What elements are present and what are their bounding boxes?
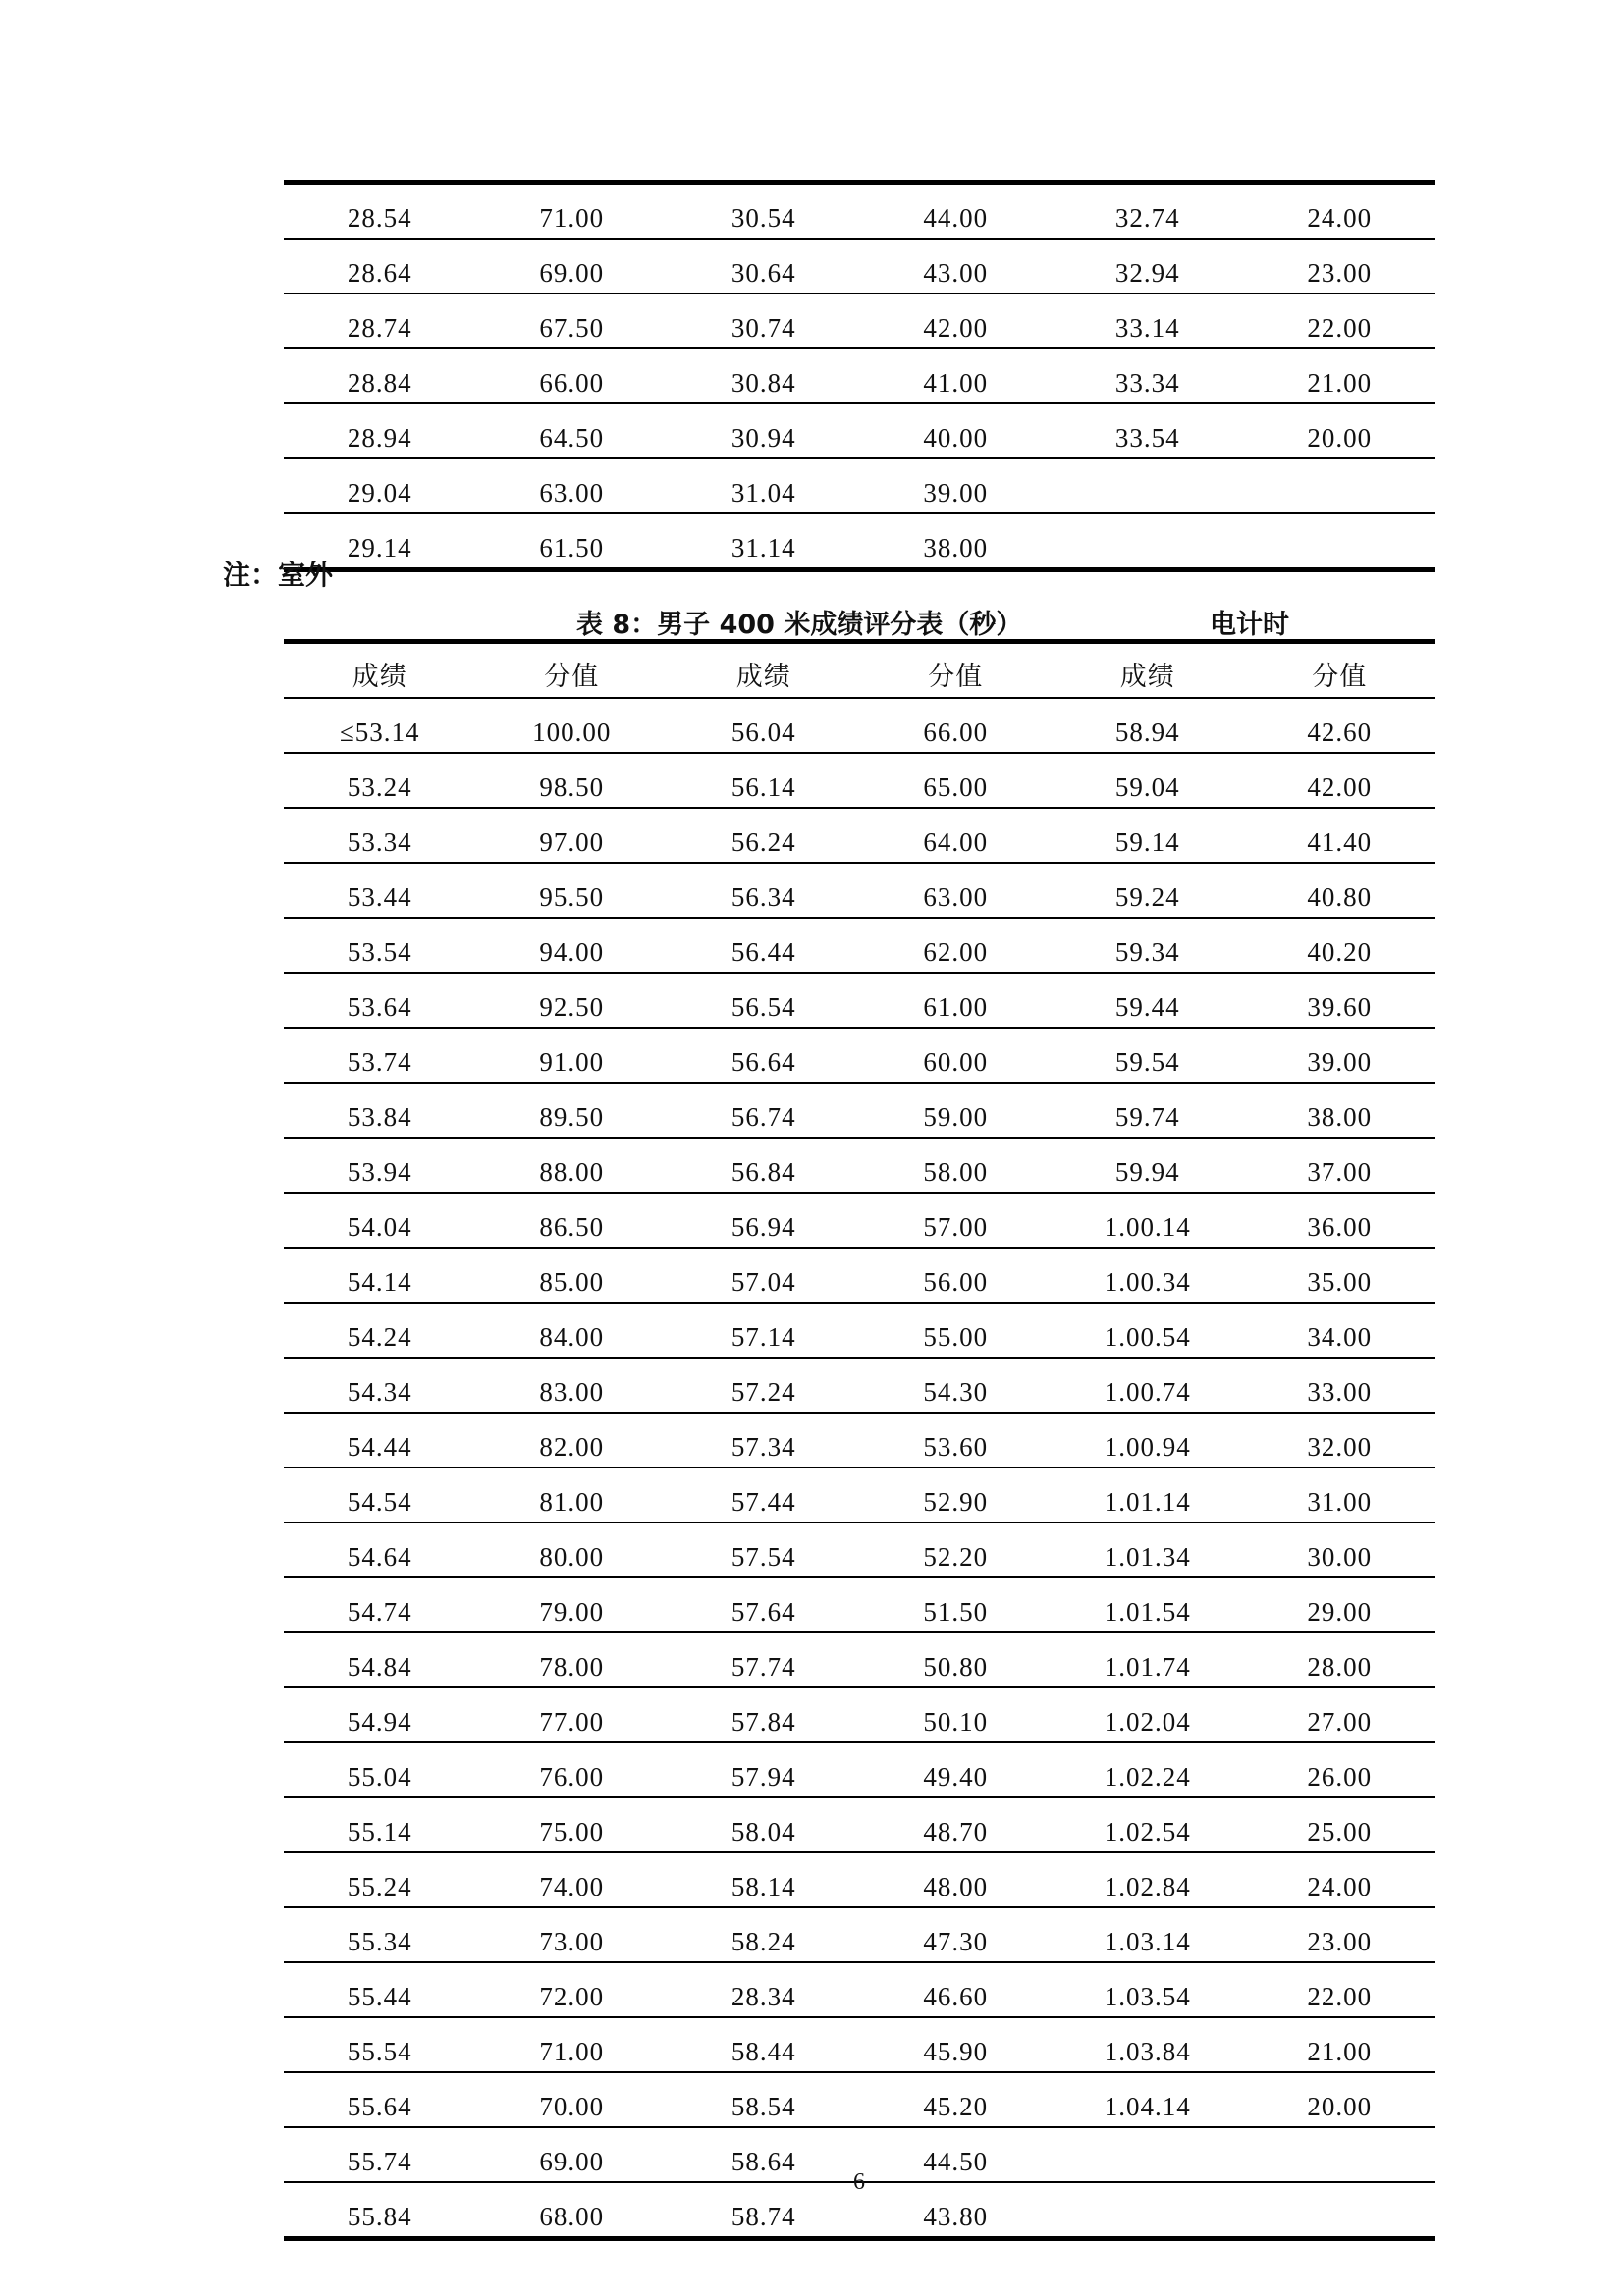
score-time-cell: [1052, 458, 1244, 513]
table-8-title: 表 8：男子 400 米成绩评分表（秒）: [576, 610, 1023, 640]
points-cell: 26.00: [1244, 1742, 1436, 1797]
table-row: [284, 918, 1435, 973]
points-cell: 64.00: [860, 808, 1053, 863]
points-cell: 63.00: [476, 458, 669, 513]
points-cell: 21.00: [1244, 2017, 1436, 2072]
score-time-cell: 54.34: [284, 1358, 476, 1413]
points-cell: 78.00: [476, 1632, 669, 1687]
points-cell: 分值: [476, 642, 669, 699]
points-cell: 75.00: [476, 1797, 669, 1852]
score-time-cell: 30.64: [668, 239, 860, 294]
points-cell: 54.30: [860, 1358, 1053, 1413]
score-time-cell: 58.94: [1052, 698, 1244, 753]
points-cell: 56.00: [860, 1248, 1053, 1303]
score-time-cell: 55.44: [284, 1962, 476, 2017]
score-time-cell: 58.04: [668, 1797, 860, 1852]
points-cell: 20.00: [1244, 403, 1436, 458]
score-time-cell: 55.54: [284, 2017, 476, 2072]
score-time-cell: 55.84: [284, 2182, 476, 2239]
points-cell: [1244, 458, 1436, 513]
score-time-cell: 54.24: [284, 1303, 476, 1358]
points-cell: 91.00: [476, 1028, 669, 1083]
table-row: [284, 863, 1435, 918]
score-time-cell: 56.94: [668, 1193, 860, 1248]
score-time-cell: 成绩: [284, 642, 476, 699]
score-time-cell: 31.14: [668, 513, 860, 570]
table-row: [284, 1522, 1435, 1577]
table-row: [284, 1248, 1435, 1303]
score-time-cell: 53.54: [284, 918, 476, 973]
points-cell: 50.10: [860, 1687, 1053, 1742]
points-cell: 49.40: [860, 1742, 1053, 1797]
points-cell: 40.80: [1244, 863, 1436, 918]
points-cell: 45.20: [860, 2072, 1053, 2127]
score-time-cell: 57.24: [668, 1358, 860, 1413]
points-cell: 43.00: [860, 239, 1053, 294]
score-time-cell: 57.54: [668, 1522, 860, 1577]
score-time-cell: 1.02.04: [1052, 1687, 1244, 1742]
score-time-cell: 30.94: [668, 403, 860, 458]
score-time-cell: 1.01.34: [1052, 1522, 1244, 1577]
score-time-cell: 56.64: [668, 1028, 860, 1083]
points-cell: 81.00: [476, 1468, 669, 1522]
table-row: [284, 1193, 1435, 1248]
points-cell: 21.00: [1244, 348, 1436, 403]
score-time-cell: 56.74: [668, 1083, 860, 1138]
score-time-cell: 53.64: [284, 973, 476, 1028]
table-row: [284, 294, 1435, 348]
score-time-cell: [1052, 2127, 1244, 2182]
score-time-cell: 57.84: [668, 1687, 860, 1742]
points-cell: 52.20: [860, 1522, 1053, 1577]
score-time-cell: [1052, 2182, 1244, 2239]
score-time-cell: 58.24: [668, 1907, 860, 1962]
points-cell: 42.00: [860, 294, 1053, 348]
score-time-cell: 59.94: [1052, 1138, 1244, 1193]
score-time-cell: 57.04: [668, 1248, 860, 1303]
score-time-cell: 54.84: [284, 1632, 476, 1687]
points-cell: 69.00: [476, 2127, 669, 2182]
table-row: [284, 1303, 1435, 1358]
score-time-cell: 30.54: [668, 183, 860, 240]
points-cell: 95.50: [476, 863, 669, 918]
points-cell: 39.60: [1244, 973, 1436, 1028]
score-time-cell: 53.44: [284, 863, 476, 918]
table-row: [284, 1687, 1435, 1742]
points-cell: 22.00: [1244, 1962, 1436, 2017]
score-time-cell: 1.02.24: [1052, 1742, 1244, 1797]
points-cell: [1244, 2127, 1436, 2182]
score-time-cell: 53.74: [284, 1028, 476, 1083]
score-time-cell: 58.44: [668, 2017, 860, 2072]
score-time-cell: 1.00.54: [1052, 1303, 1244, 1358]
points-cell: 20.00: [1244, 2072, 1436, 2127]
score-time-cell: 31.04: [668, 458, 860, 513]
points-cell: 48.70: [860, 1797, 1053, 1852]
score-time-cell: 28.74: [284, 294, 476, 348]
points-cell: 77.00: [476, 1687, 669, 1742]
points-cell: 100.00: [476, 698, 669, 753]
points-cell: 39.00: [1244, 1028, 1436, 1083]
points-cell: 59.00: [860, 1083, 1053, 1138]
table-row: [284, 403, 1435, 458]
note-outdoor: 注：室外: [223, 559, 334, 591]
score-time-cell: 55.64: [284, 2072, 476, 2127]
table-row: [284, 1907, 1435, 1962]
table-row: [284, 513, 1435, 570]
score-time-cell: 56.84: [668, 1138, 860, 1193]
points-cell: 94.00: [476, 918, 669, 973]
score-time-cell: 59.24: [1052, 863, 1244, 918]
score-time-cell: 28.34: [668, 1962, 860, 2017]
table-row: [284, 753, 1435, 808]
table-row: [284, 183, 1435, 240]
table-row: [284, 808, 1435, 863]
score-time-cell: 54.94: [284, 1687, 476, 1742]
score-time-cell: 59.34: [1052, 918, 1244, 973]
points-cell: 67.50: [476, 294, 669, 348]
score-time-cell: 成绩: [1052, 642, 1244, 699]
score-time-cell: 58.14: [668, 1852, 860, 1907]
points-cell: 86.50: [476, 1193, 669, 1248]
score-time-cell: 29.04: [284, 458, 476, 513]
points-cell: 44.00: [860, 183, 1053, 240]
points-cell: 73.00: [476, 1907, 669, 1962]
score-time-cell: 1.03.84: [1052, 2017, 1244, 2072]
score-time-cell: 53.34: [284, 808, 476, 863]
score-time-cell: 56.04: [668, 698, 860, 753]
points-cell: 45.90: [860, 2017, 1053, 2072]
table-row: [284, 1468, 1435, 1522]
table-row: [284, 1742, 1435, 1797]
table-8-men-400m-scores: [284, 639, 1435, 2241]
score-time-cell: 53.94: [284, 1138, 476, 1193]
points-cell: 40.20: [1244, 918, 1436, 973]
score-time-cell: 54.04: [284, 1193, 476, 1248]
table-row: [284, 2017, 1435, 2072]
score-time-cell: 1.03.14: [1052, 1907, 1244, 1962]
points-cell: 29.00: [1244, 1577, 1436, 1632]
score-time-cell: 29.14: [284, 513, 476, 570]
points-cell: 28.00: [1244, 1632, 1436, 1687]
table-header-row: [284, 642, 1435, 699]
score-time-cell: 57.14: [668, 1303, 860, 1358]
points-cell: 84.00: [476, 1303, 669, 1358]
points-cell: 32.00: [1244, 1413, 1436, 1468]
points-cell: [1244, 2182, 1436, 2239]
score-time-cell: ≤53.14: [284, 698, 476, 753]
points-cell: 60.00: [860, 1028, 1053, 1083]
score-time-cell: 59.14: [1052, 808, 1244, 863]
score-time-cell: 30.84: [668, 348, 860, 403]
points-cell: 80.00: [476, 1522, 669, 1577]
score-time-cell: 28.84: [284, 348, 476, 403]
score-time-cell: 59.54: [1052, 1028, 1244, 1083]
table-row: [284, 1083, 1435, 1138]
table-row: [284, 698, 1435, 753]
score-time-cell: 28.64: [284, 239, 476, 294]
points-cell: 43.80: [860, 2182, 1053, 2239]
points-cell: 70.00: [476, 2072, 669, 2127]
score-time-cell: 57.64: [668, 1577, 860, 1632]
points-cell: 48.00: [860, 1852, 1053, 1907]
score-time-cell: 1.00.34: [1052, 1248, 1244, 1303]
points-cell: 83.00: [476, 1358, 669, 1413]
table-row: [284, 1138, 1435, 1193]
points-cell: 66.00: [476, 348, 669, 403]
score-time-cell: 1.01.14: [1052, 1468, 1244, 1522]
table-row: [284, 973, 1435, 1028]
points-cell: 24.00: [1244, 183, 1436, 240]
points-cell: 50.80: [860, 1632, 1053, 1687]
points-cell: 66.00: [860, 698, 1053, 753]
score-time-cell: 1.01.54: [1052, 1577, 1244, 1632]
score-time-cell: 53.84: [284, 1083, 476, 1138]
points-cell: 92.50: [476, 973, 669, 1028]
points-cell: 64.50: [476, 403, 669, 458]
table-row: [284, 1962, 1435, 2017]
points-cell: 88.00: [476, 1138, 669, 1193]
score-time-cell: 57.44: [668, 1468, 860, 1522]
score-time-cell: 55.14: [284, 1797, 476, 1852]
points-cell: 69.00: [476, 239, 669, 294]
points-cell: 30.00: [1244, 1522, 1436, 1577]
points-cell: 38.00: [1244, 1083, 1436, 1138]
score-time-cell: 28.94: [284, 403, 476, 458]
score-time-cell: 32.94: [1052, 239, 1244, 294]
score-time-cell: 57.94: [668, 1742, 860, 1797]
score-time-cell: 32.74: [1052, 183, 1244, 240]
table-row: [284, 2072, 1435, 2127]
score-time-cell: 57.34: [668, 1413, 860, 1468]
table-row: [284, 1852, 1435, 1907]
score-time-cell: 58.64: [668, 2127, 860, 2182]
points-cell: 89.50: [476, 1083, 669, 1138]
points-cell: 72.00: [476, 1962, 669, 2017]
score-time-cell: 55.04: [284, 1742, 476, 1797]
points-cell: 33.00: [1244, 1358, 1436, 1413]
points-cell: 42.60: [1244, 698, 1436, 753]
score-time-cell: 28.54: [284, 183, 476, 240]
table-row: [284, 458, 1435, 513]
points-cell: 55.00: [860, 1303, 1053, 1358]
score-time-cell: 1.03.54: [1052, 1962, 1244, 2017]
points-cell: 24.00: [1244, 1852, 1436, 1907]
score-time-cell: 33.34: [1052, 348, 1244, 403]
points-cell: 61.00: [860, 973, 1053, 1028]
points-cell: 51.50: [860, 1577, 1053, 1632]
score-time-cell: 1.02.54: [1052, 1797, 1244, 1852]
points-cell: 40.00: [860, 403, 1053, 458]
score-time-cell: 1.00.74: [1052, 1358, 1244, 1413]
points-cell: 52.90: [860, 1468, 1053, 1522]
points-cell: 41.40: [1244, 808, 1436, 863]
score-time-cell: 58.74: [668, 2182, 860, 2239]
points-cell: 47.30: [860, 1907, 1053, 1962]
score-time-cell: 59.44: [1052, 973, 1244, 1028]
points-cell: 85.00: [476, 1248, 669, 1303]
score-time-cell: 55.34: [284, 1907, 476, 1962]
score-time-cell: 54.14: [284, 1248, 476, 1303]
points-cell: 79.00: [476, 1577, 669, 1632]
score-time-cell: 30.74: [668, 294, 860, 348]
points-cell: 31.00: [1244, 1468, 1436, 1522]
points-cell: 分值: [1244, 642, 1436, 699]
score-time-cell: 55.24: [284, 1852, 476, 1907]
table-row: [284, 1632, 1435, 1687]
table-row: [284, 1028, 1435, 1083]
table-row: [284, 1577, 1435, 1632]
score-time-cell: 成绩: [668, 642, 860, 699]
electronic-timing-label: 电计时: [1210, 610, 1289, 640]
score-time-cell: [1052, 513, 1244, 570]
score-time-cell: 54.54: [284, 1468, 476, 1522]
points-cell: 25.00: [1244, 1797, 1436, 1852]
points-cell: 27.00: [1244, 1687, 1436, 1742]
score-time-cell: 59.04: [1052, 753, 1244, 808]
score-time-cell: 56.54: [668, 973, 860, 1028]
points-cell: 71.00: [476, 2017, 669, 2072]
points-cell: 76.00: [476, 1742, 669, 1797]
table-row: [284, 348, 1435, 403]
points-cell: [1244, 513, 1436, 570]
score-time-cell: 54.74: [284, 1577, 476, 1632]
points-cell: 39.00: [860, 458, 1053, 513]
points-cell: 37.00: [1244, 1138, 1436, 1193]
score-time-cell: 56.44: [668, 918, 860, 973]
points-cell: 71.00: [476, 183, 669, 240]
points-cell: 98.50: [476, 753, 669, 808]
points-cell: 65.00: [860, 753, 1053, 808]
points-cell: 97.00: [476, 808, 669, 863]
table-row: [284, 239, 1435, 294]
score-time-cell: 56.24: [668, 808, 860, 863]
points-cell: 35.00: [1244, 1248, 1436, 1303]
score-time-cell: 57.74: [668, 1632, 860, 1687]
points-cell: 46.60: [860, 1962, 1053, 2017]
score-time-cell: 53.24: [284, 753, 476, 808]
score-time-cell: 56.34: [668, 863, 860, 918]
page-number: 6: [853, 2169, 865, 2195]
score-time-cell: 1.02.84: [1052, 1852, 1244, 1907]
points-cell: 41.00: [860, 348, 1053, 403]
score-time-cell: 1.01.74: [1052, 1632, 1244, 1687]
score-time-cell: 54.64: [284, 1522, 476, 1577]
points-cell: 23.00: [1244, 239, 1436, 294]
score-time-cell: 54.44: [284, 1413, 476, 1468]
points-cell: 44.50: [860, 2127, 1053, 2182]
score-time-cell: 59.74: [1052, 1083, 1244, 1138]
table-row: [284, 1413, 1435, 1468]
points-cell: 36.00: [1244, 1193, 1436, 1248]
points-cell: 38.00: [860, 513, 1053, 570]
score-time-cell: 1.04.14: [1052, 2072, 1244, 2127]
points-cell: 82.00: [476, 1413, 669, 1468]
points-cell: 57.00: [860, 1193, 1053, 1248]
points-cell: 53.60: [860, 1413, 1053, 1468]
score-time-cell: 1.00.14: [1052, 1193, 1244, 1248]
score-time-cell: 33.14: [1052, 294, 1244, 348]
score-time-cell: 1.00.94: [1052, 1413, 1244, 1468]
points-cell: 分值: [860, 642, 1053, 699]
table-row: [284, 1358, 1435, 1413]
score-time-cell: 56.14: [668, 753, 860, 808]
points-cell: 34.00: [1244, 1303, 1436, 1358]
points-cell: 74.00: [476, 1852, 669, 1907]
score-time-cell: 33.54: [1052, 403, 1244, 458]
points-cell: 58.00: [860, 1138, 1053, 1193]
previous-table-continuation: [284, 180, 1435, 572]
points-cell: 61.50: [476, 513, 669, 570]
points-cell: 23.00: [1244, 1907, 1436, 1962]
points-cell: 22.00: [1244, 294, 1436, 348]
points-cell: 63.00: [860, 863, 1053, 918]
table-row: [284, 1797, 1435, 1852]
score-time-cell: 55.74: [284, 2127, 476, 2182]
points-cell: 62.00: [860, 918, 1053, 973]
points-cell: 68.00: [476, 2182, 669, 2239]
points-cell: 42.00: [1244, 753, 1436, 808]
score-time-cell: 58.54: [668, 2072, 860, 2127]
